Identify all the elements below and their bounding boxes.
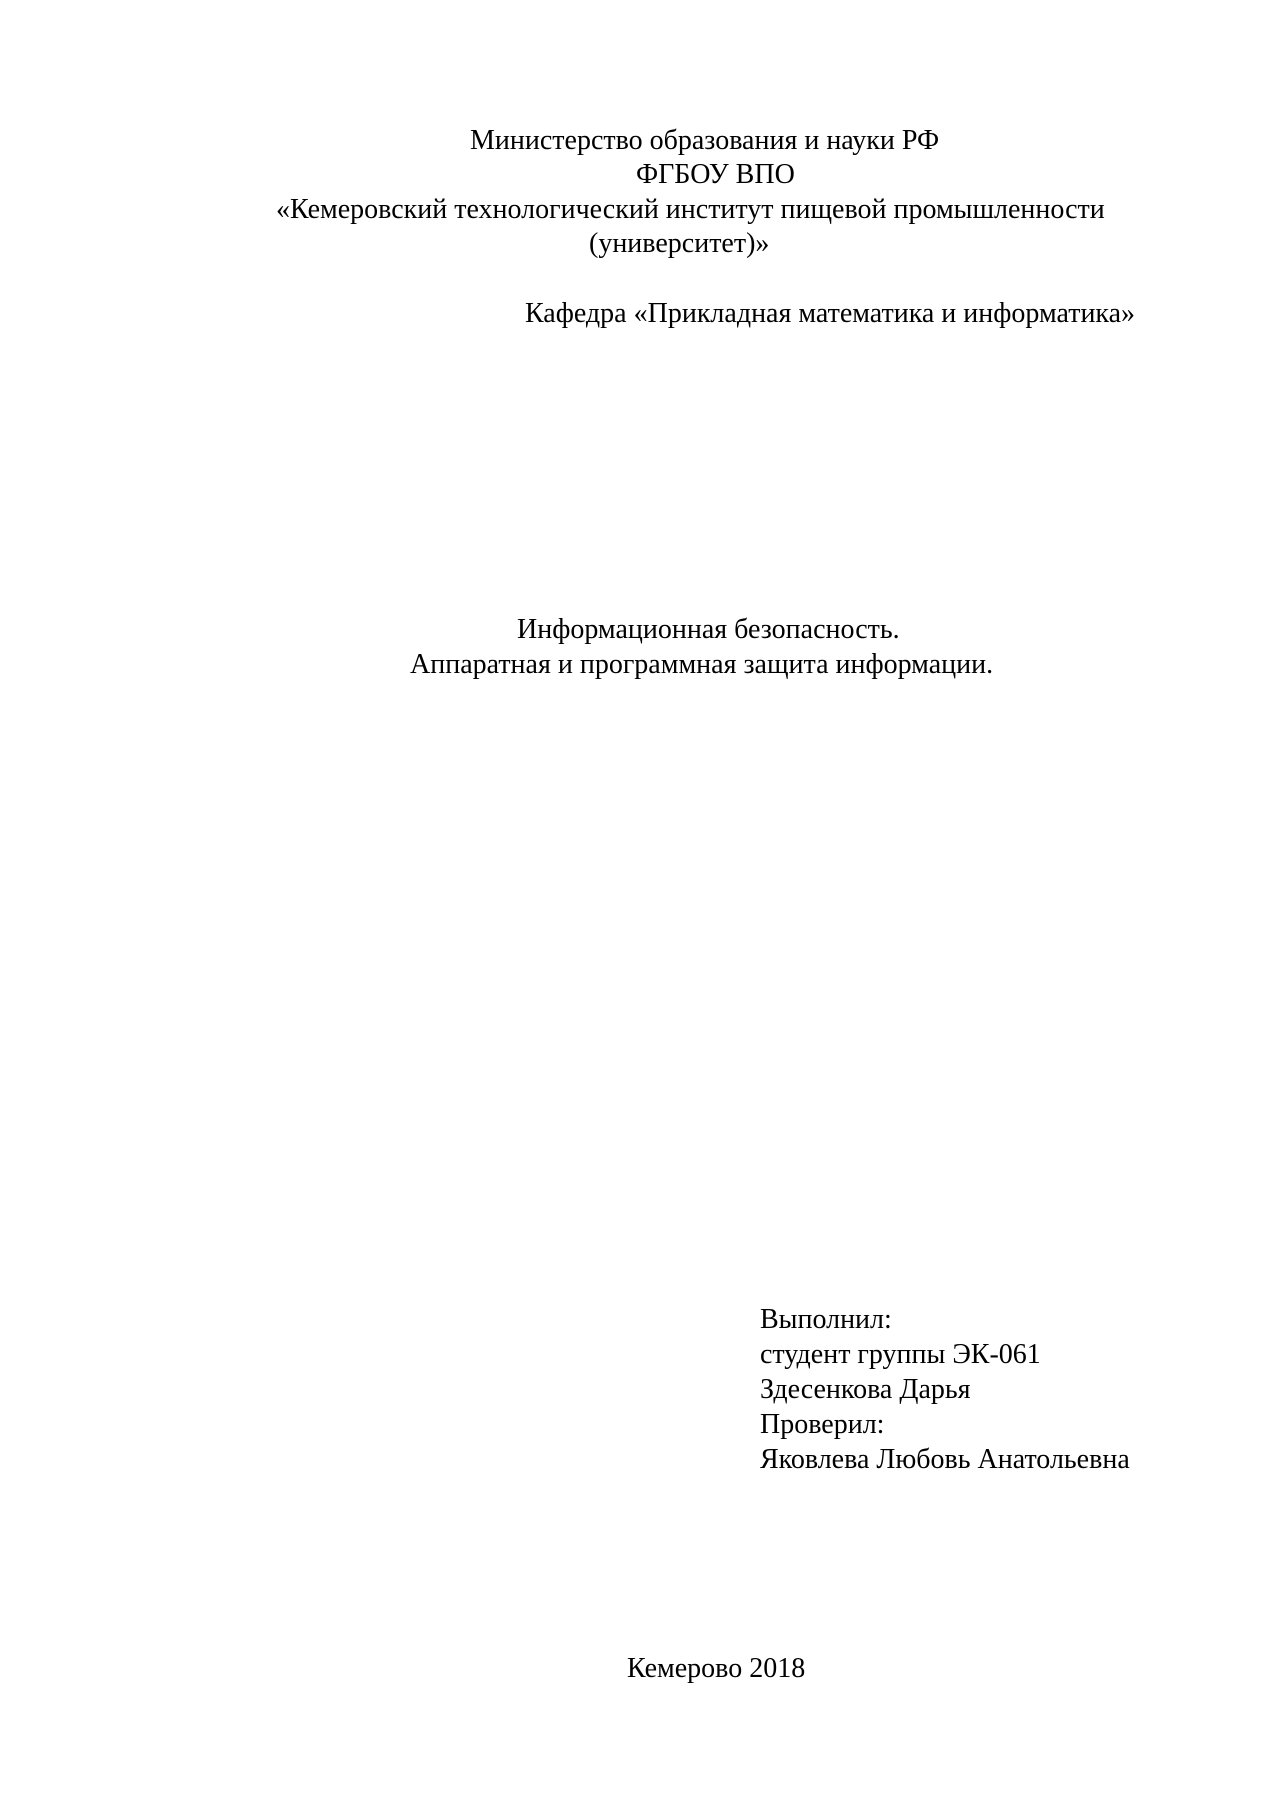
department-heading: Кафедра «Прикладная математика и информатика» [525,298,1136,329]
student-name: Здесенкова Дарья [760,1374,971,1405]
document-title-line2: Аппаратная и программная защита информации. [410,649,994,680]
checked-by-label: Проверил: [760,1409,885,1440]
performed-by-label: Выполнил: [760,1304,892,1335]
document-title-line1: Информационная безопасность. [517,614,900,645]
ministry-heading: Министерство образования и науки РФ [470,125,940,156]
institute-heading: «Кемеровский технологический институт пищевой промышленности [276,194,1105,225]
city-year-footer: Кемерово 2018 [627,1653,806,1684]
signature-block [760,1302,1130,1477]
org-type-heading: ФГБОУ ВПО [636,159,795,190]
checker-name: Яковлева Любовь Анатольевна [760,1444,1130,1475]
institute-suffix: (университет)» [589,228,770,259]
student-group: студент группы ЭК-061 [760,1339,1041,1370]
